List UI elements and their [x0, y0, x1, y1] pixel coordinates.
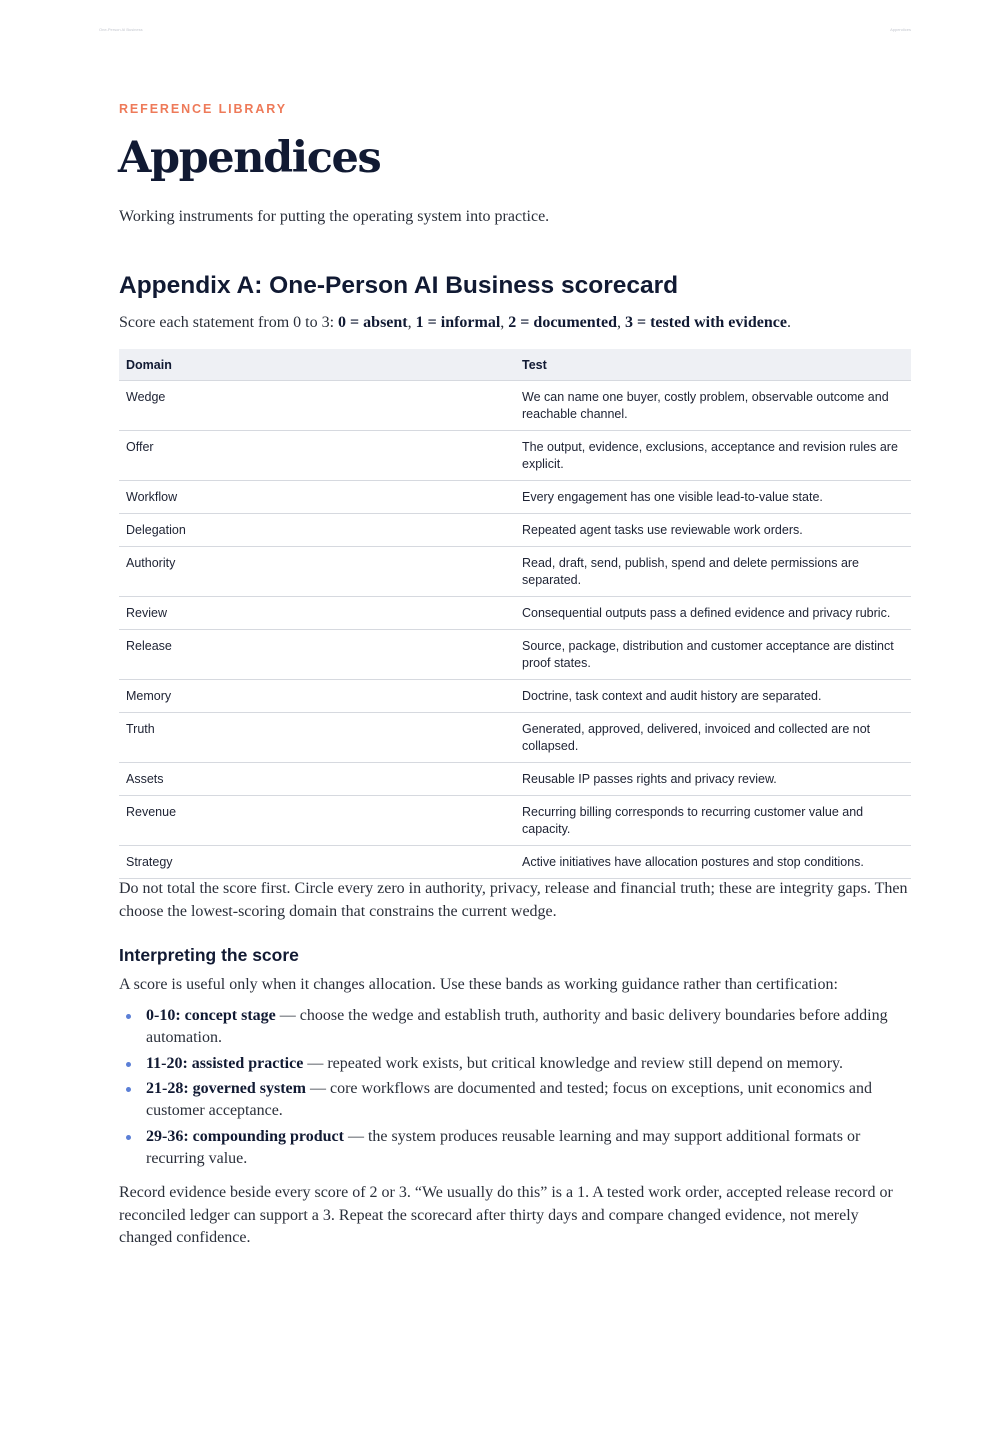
scale-sep: ,	[616, 314, 625, 331]
scale-0: 0 = absent	[338, 314, 408, 331]
column-header-domain: Domain	[119, 349, 515, 381]
scale-sep: ,	[500, 314, 509, 331]
table-row	[119, 713, 911, 763]
domain-cell: Memory	[119, 680, 515, 713]
page-subtitle: Working instruments for putting the operating system into practice.	[119, 208, 550, 225]
table-row	[119, 381, 911, 431]
band-text: — choose the wedge and establish truth, authority and basic delivery boundaries before adding automation.	[146, 1007, 888, 1046]
scale-3: 3 = tested with evidence	[624, 314, 787, 331]
domain-cell: Truth	[119, 713, 515, 763]
domain-cell: Delegation	[119, 514, 515, 547]
domain-cell: Strategy	[119, 846, 515, 879]
test-cell: Doctrine, task context and audit history are separated.	[515, 680, 911, 713]
band-label: 0-10: concept stage	[146, 1007, 276, 1024]
table-row	[119, 597, 911, 630]
table-row	[119, 431, 911, 481]
test-cell: Source, package, distribution and customer acceptance are distinct proof states.	[515, 630, 911, 680]
test-cell: We can name one buyer, costly problem, observable outcome and reachable channel.	[515, 381, 911, 431]
test-cell: Read, draft, send, publish, spend and delete permissions are separated.	[515, 547, 911, 597]
scale-prefix: Score each statement from 0 to 3:	[119, 314, 339, 331]
bullet-icon	[126, 1062, 131, 1067]
appendix-a-heading: Appendix A: One-Person AI Business scorecard	[119, 272, 679, 299]
domain-cell: Release	[119, 630, 515, 680]
scale-2: 2 = documented	[508, 314, 617, 331]
test-cell: Reusable IP passes rights and privacy review.	[515, 763, 911, 796]
domain-cell: Offer	[119, 431, 515, 481]
interpreting-intro: A score is useful only when it changes allocation. Use these bands as working guidance rather than certification:	[119, 976, 838, 993]
column-header-test: Test	[515, 349, 911, 381]
band-text: — the system produces reusable learning and may support additional formats or recurring value.	[146, 1127, 861, 1167]
interpreting-heading: Interpreting the score	[119, 945, 299, 965]
scale-sep: ,	[407, 314, 416, 331]
band-label: 11-20: assisted practice	[146, 1054, 304, 1072]
table-row	[119, 547, 911, 597]
evidence-paragraph: Record evidence beside every score of 2 or 3. “We usually do this” is a 1. A tested work order, accepted release record or reconciled ledger can support a 3. Repeat the scorecard after thirty days and compare changed evidence, not merely changed confidence.	[119, 1184, 893, 1246]
table-row	[119, 846, 911, 879]
domain-cell: Assets	[119, 763, 515, 796]
domain-cell: Workflow	[119, 481, 515, 514]
domain-cell: Revenue	[119, 796, 515, 846]
bullet-icon	[126, 1014, 131, 1019]
test-cell: The output, evidence, exclusions, acceptance and revision rules are explicit.	[515, 431, 911, 481]
test-cell: Every engagement has one visible lead-to-value state.	[515, 481, 911, 514]
band-label: 29-36: compounding product	[146, 1127, 344, 1145]
page-title: Appendices	[118, 133, 381, 183]
table-row	[119, 514, 911, 547]
running-head-left: One-Person AI Business	[99, 27, 143, 32]
test-cell: Active initiatives have allocation postures and stop conditions.	[515, 846, 911, 879]
running-head-right: Appendices	[890, 27, 911, 32]
scorecard-table	[119, 349, 911, 879]
band-label: 21-28: governed system	[146, 1080, 306, 1097]
table-header-row	[119, 349, 911, 381]
test-cell: Consequential outputs pass a defined evidence and privacy rubric.	[515, 597, 911, 630]
domain-cell: Wedge	[119, 381, 515, 431]
domain-cell: Authority	[119, 547, 515, 597]
list-item	[119, 1053, 911, 1075]
table-row	[119, 630, 911, 680]
scale-1: 1 = informal	[415, 314, 501, 331]
band-text: — repeated work exists, but critical knowledge and review still depend on memory.	[303, 1054, 844, 1072]
table-row	[119, 763, 911, 796]
test-cell: Generated, approved, delivered, invoiced and collected are not collapsed.	[515, 713, 911, 763]
bullet-icon	[126, 1087, 131, 1092]
band-text: — core workflows are documented and tested; focus on exceptions, unit economics and customer acceptance.	[146, 1080, 873, 1119]
test-cell: Recurring billing corresponds to recurring customer value and capacity.	[515, 796, 911, 846]
test-cell: Repeated agent tasks use reviewable work orders.	[515, 514, 911, 547]
scoring-guidance-paragraph: Do not total the score first. Circle every zero in authority, privacy, release and financial truth; these are integrity gaps. Then choose the lowest-scoring domain that constrains the current wedge.	[119, 880, 908, 920]
scale-suffix: .	[786, 314, 791, 331]
table-row	[119, 680, 911, 713]
list-item	[119, 1126, 911, 1170]
bullet-icon	[126, 1135, 131, 1140]
score-bands-list	[119, 1005, 911, 1173]
scoring-scale	[119, 312, 791, 334]
table-row	[119, 796, 911, 846]
list-item	[119, 1005, 911, 1049]
table-row	[119, 481, 911, 514]
section-kicker: REFERENCE LIBRARY	[119, 102, 287, 116]
list-item	[119, 1078, 911, 1122]
domain-cell: Review	[119, 597, 515, 630]
